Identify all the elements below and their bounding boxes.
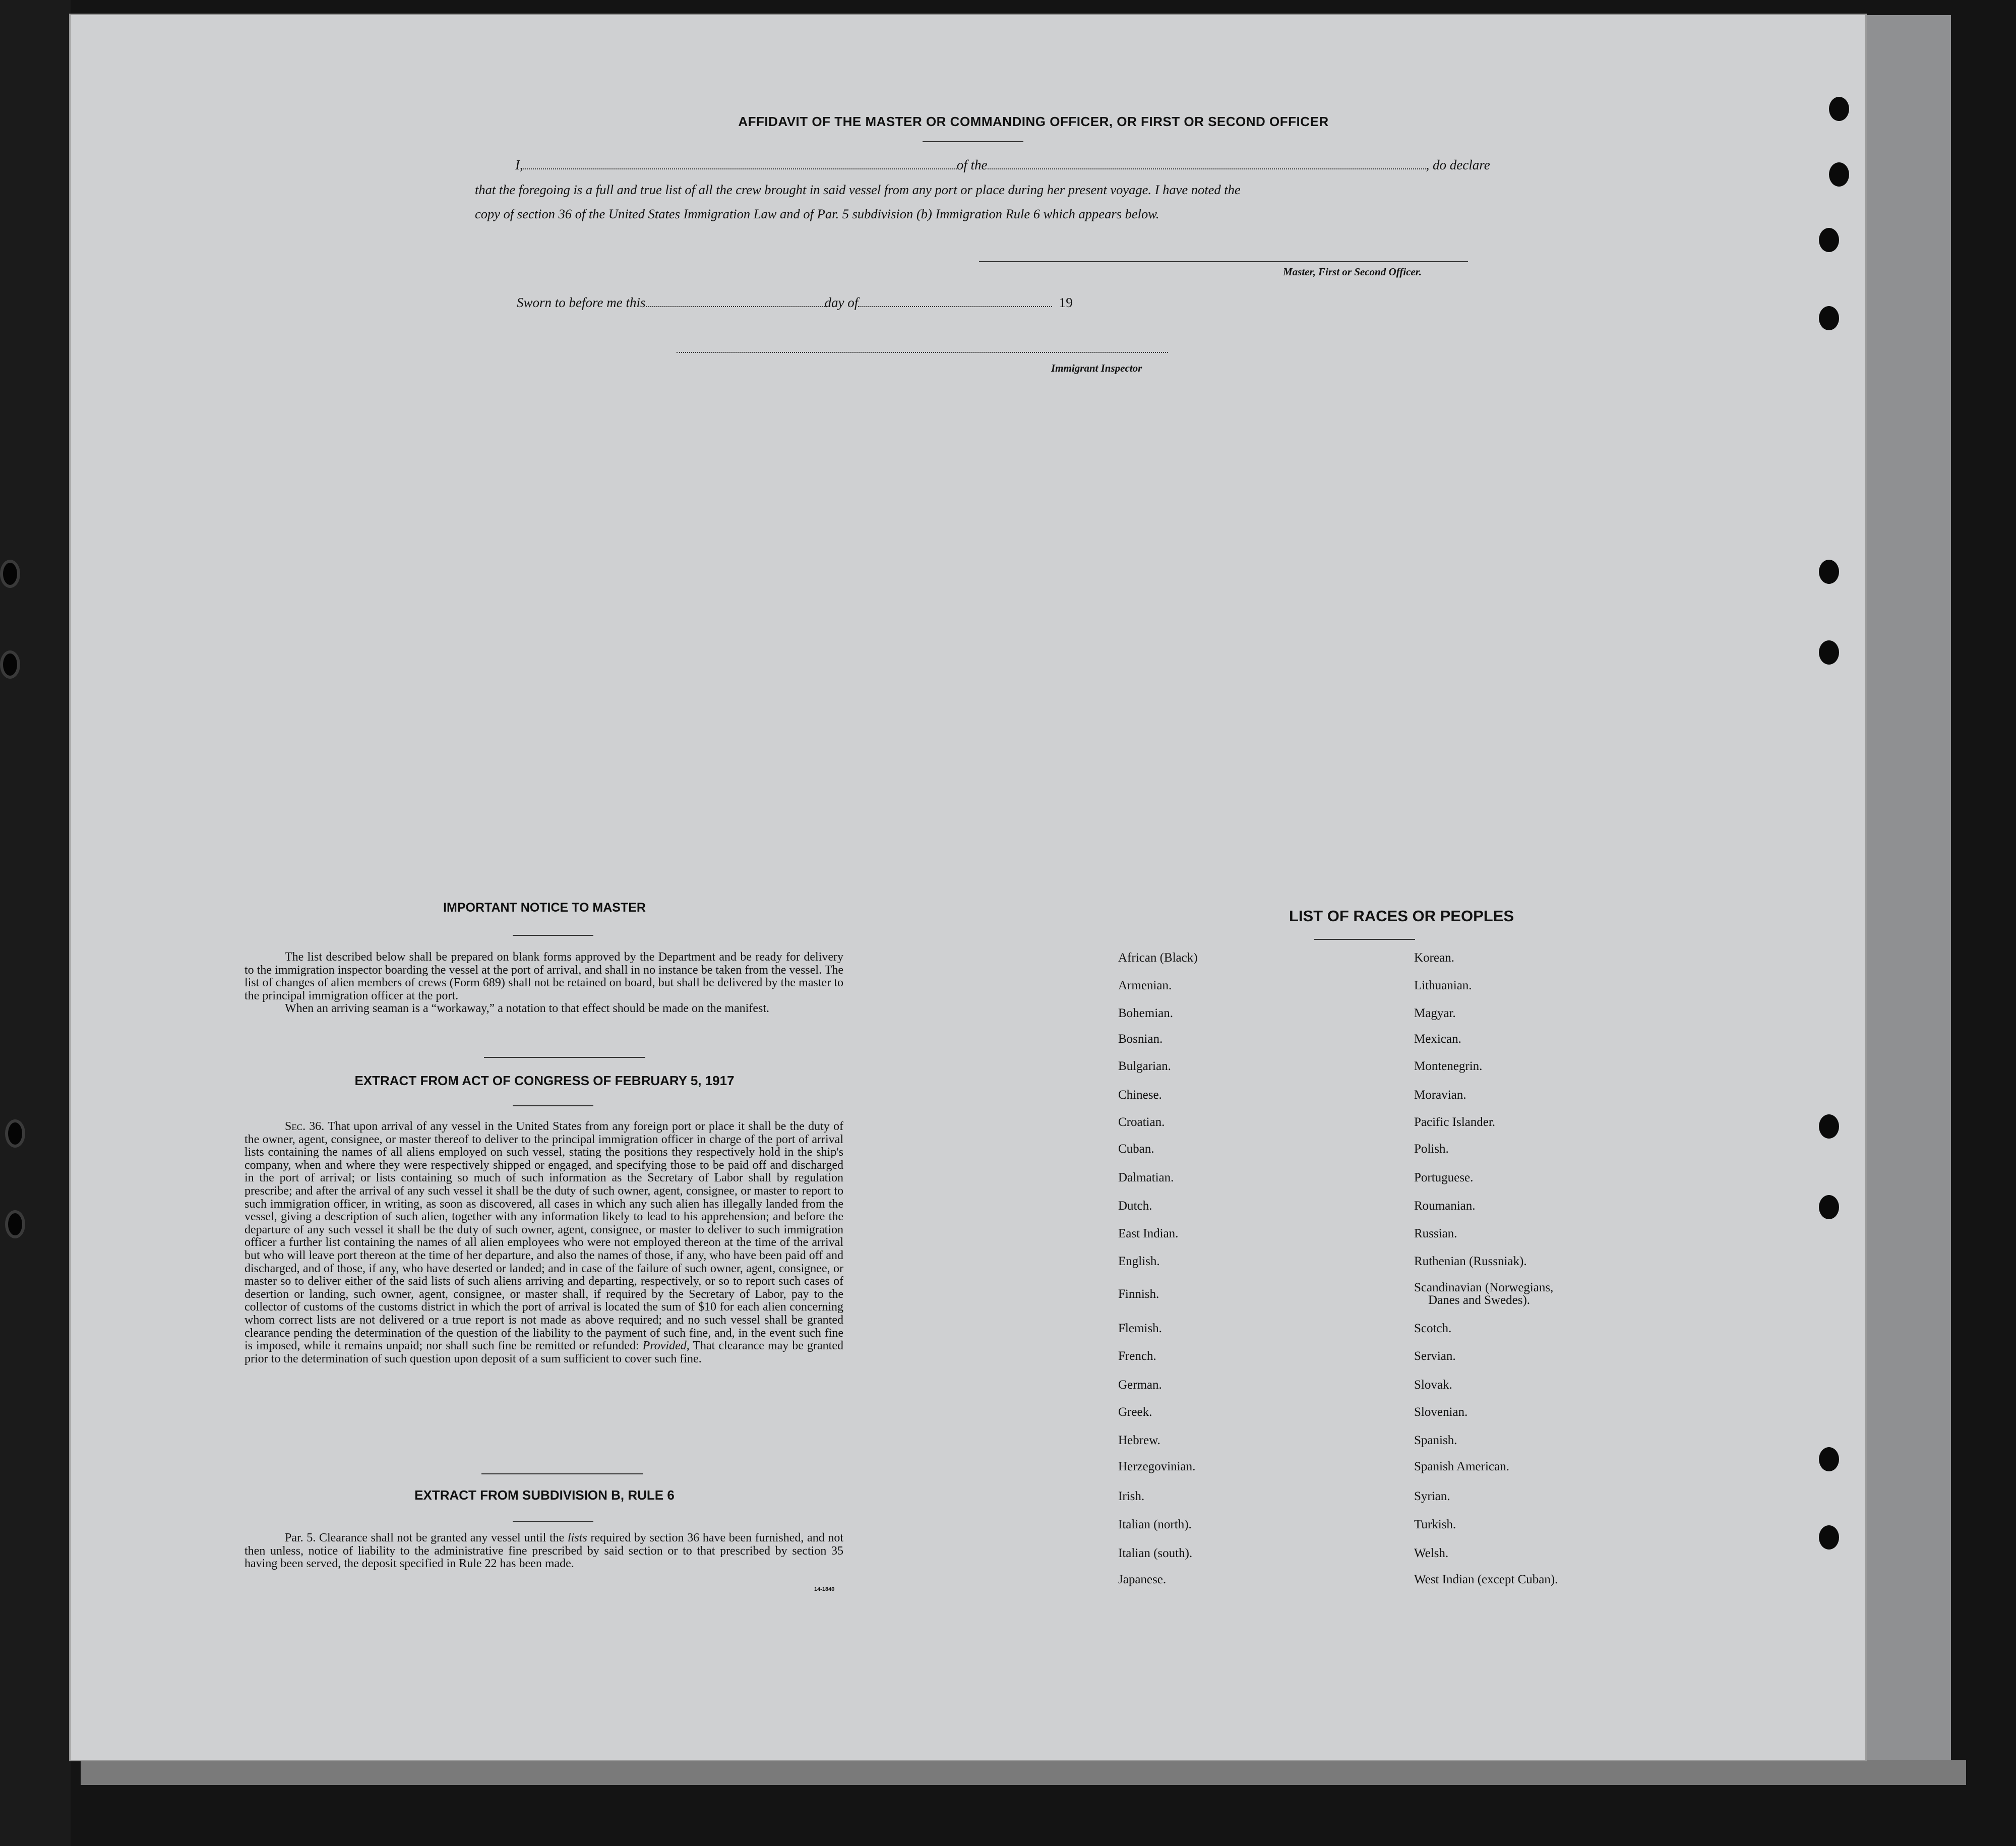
race-item: Hebrew. <box>1118 1434 1160 1447</box>
race-item: Bosnian. <box>1118 1032 1163 1046</box>
master-signature-line[interactable] <box>979 261 1468 262</box>
day-of-label: day of <box>824 295 859 310</box>
race-item: Turkish. <box>1414 1518 1456 1531</box>
affidavit-title-rule <box>923 141 1023 142</box>
race-item: English. <box>1118 1255 1160 1268</box>
affidavit-line-1 <box>515 157 1490 173</box>
page-stack-bottom <box>81 1760 1966 1785</box>
rule-6-paragraph <box>245 1532 843 1571</box>
race-item: Russian. <box>1414 1227 1457 1240</box>
race-item: Armenian. <box>1118 979 1172 992</box>
binder-ring-hole <box>0 560 20 588</box>
race-item: Italian (south). <box>1118 1546 1193 1560</box>
race-item: Danes and Swedes). <box>1428 1293 1531 1307</box>
master-name-field[interactable] <box>523 164 957 169</box>
race-item: Ruthenian (Russniak). <box>1414 1255 1527 1268</box>
section-36-text-end: That clearance may be granted prior to the determination of such question upon deposit of a sum sufficient to cover such fine. <box>245 1339 843 1365</box>
affidavit-title: AFFIDAVIT OF THE MASTER OR COMMANDING OFFICER, OR FIRST OR SECOND OFFICER <box>738 114 1329 129</box>
sworn-line <box>517 295 1073 311</box>
extract-act-title-rule <box>513 1105 593 1106</box>
race-item: Lithuanian. <box>1414 979 1472 992</box>
notice-title: IMPORTANT NOTICE TO MASTER <box>443 901 646 915</box>
master-signature-caption: Master, First or Second Officer. <box>1283 266 1422 278</box>
punch-hole <box>1819 1447 1839 1471</box>
affidavit-do-declare: , do declare <box>1426 157 1490 172</box>
form-number: 14-1840 <box>814 1586 835 1592</box>
binder-ring-hole <box>0 650 20 679</box>
race-item: Japanese. <box>1118 1573 1167 1586</box>
sworn-prefix: Sworn to before me this <box>517 295 646 310</box>
affidavit-i: I, <box>515 157 523 172</box>
race-item: Bulgarian. <box>1118 1059 1171 1073</box>
binder-strip <box>0 0 71 1846</box>
sworn-month-field[interactable] <box>858 302 1052 307</box>
inspector-signature-caption: Immigrant Inspector <box>1051 362 1142 374</box>
race-item: Chinese. <box>1118 1088 1162 1102</box>
extract-act-section-rule <box>481 1473 643 1474</box>
races-title-rule <box>1314 939 1415 940</box>
race-item: African (Black) <box>1118 951 1198 965</box>
race-item: East Indian. <box>1118 1227 1179 1240</box>
race-item: Slovenian. <box>1414 1405 1468 1419</box>
affidavit-of-the: of the <box>956 157 988 172</box>
section-36-paragraph <box>245 1120 843 1365</box>
notice-title-rule <box>513 935 593 936</box>
extract-rule-text <box>245 1532 843 1571</box>
race-item: Greek. <box>1118 1405 1152 1419</box>
punch-hole <box>1819 640 1839 665</box>
section-label: Sec. 36. <box>285 1120 325 1133</box>
race-item: Mexican. <box>1414 1032 1461 1046</box>
affidavit-line-3: copy of section 36 of the United States Immigration Law and of Par. 5 subdivision (b) Immigration Rule 6 which appears below. <box>475 206 1159 221</box>
race-item: Pacific Islander. <box>1414 1115 1496 1129</box>
inspector-signature-line[interactable] <box>677 352 1168 353</box>
punch-hole <box>1819 560 1839 584</box>
race-item: Portuguese. <box>1414 1171 1474 1184</box>
provided-word: Provided, <box>642 1339 690 1353</box>
race-item: Roumanian. <box>1414 1199 1476 1213</box>
notice-paragraph-1: The list described below shall be prepared on blank forms approved by the Department and be ready for delivery to the immigration inspector boarding the vessel at the port of arrival, and shall in no instance be taken from the vessel. The list of changes of alien members of crews (Form 689) shall not be retained on board, but shall be delivered by the master to the principal immigration officer at the port. <box>245 950 843 1002</box>
race-item: Finnish. <box>1118 1287 1159 1301</box>
race-item: Polish. <box>1414 1142 1449 1156</box>
notice-paragraph-2: When an arriving seaman is a “workaway,” a notation to that effect should be made on the manifest. <box>285 1002 769 1016</box>
race-item: Irish. <box>1118 1490 1145 1503</box>
race-item: German. <box>1118 1378 1162 1392</box>
race-item: Slovak. <box>1414 1378 1452 1392</box>
race-item: French. <box>1118 1349 1156 1363</box>
page-stack-edge <box>1865 15 1951 1765</box>
binder-ring-hole <box>5 1119 25 1148</box>
race-item: Scotch. <box>1414 1322 1452 1335</box>
race-item: Korean. <box>1414 951 1454 965</box>
race-item: Scandinavian (Norwegians, <box>1414 1281 1554 1294</box>
punch-hole <box>1819 1195 1839 1219</box>
notice-text <box>245 951 843 1016</box>
vessel-name-field[interactable] <box>988 164 1426 169</box>
race-item: Dalmatian. <box>1118 1171 1174 1184</box>
race-item: Flemish. <box>1118 1322 1162 1335</box>
binder-ring-hole <box>5 1210 25 1238</box>
race-item: Servian. <box>1414 1349 1456 1363</box>
punch-hole <box>1819 1114 1839 1139</box>
race-item: Dutch. <box>1118 1199 1152 1213</box>
punch-hole <box>1829 162 1849 187</box>
rule-6-text-end: required by section 36 have been furnished, and not then unless, notice of liability to the administrative fine prescribed by said section or to that prescribed by section 35 having been served, the deposit specified in Rule 22 has been made. <box>245 1531 844 1571</box>
punch-hole <box>1829 97 1849 121</box>
race-item: Herzegovinian. <box>1118 1460 1196 1473</box>
notice-section-rule <box>484 1057 645 1058</box>
sworn-day-field[interactable] <box>646 302 825 307</box>
race-item: West Indian (except Cuban). <box>1414 1573 1558 1586</box>
race-item: Spanish. <box>1414 1434 1457 1447</box>
race-item: Spanish American. <box>1414 1460 1509 1473</box>
punch-hole <box>1819 306 1839 330</box>
race-item: Magyar. <box>1414 1006 1456 1020</box>
year-prefix: 19 <box>1059 295 1073 310</box>
race-item: Moravian. <box>1414 1088 1467 1102</box>
extract-act-text <box>245 1120 843 1365</box>
race-item: Bohemian. <box>1118 1006 1174 1020</box>
punch-hole <box>1819 228 1839 252</box>
race-item: Italian (north). <box>1118 1518 1192 1531</box>
race-item: Montenegrin. <box>1414 1059 1483 1073</box>
section-36-text: That upon arrival of any vessel in the United States from any foreign port or place it shall be the duty of the owner, agent, consignee, or master thereof to deliver to the principal immigration officer in charge of the port of arrival lists containing the names of all aliens employed on such vessel, stating the positions they respectively hold in the ship's company, when and where they were respectively shipped or engaged, and specifying those to be paid off and discharged in the port of arrival; or lists containing so much of such information as the Secretary of Labor shall by regulation prescribe; and after the arrival of any such vessel it shall be the duty of such owner, agent, consignee, or master to report to such immigration officer, in writing, as soon as discovered, all cases in which any such alien has illegally landed from the vessel, giving a description of such alien, together with any information likely to lead to his apprehension; and before the departure of any such vessel it shall be the duty of such owner, agent, consignee, or master to deliver to such immigration officer a further list containing the names of all alien employees who were not employed thereon at the time of the arrival but who will leave port thereon at the time of her departure, and also the names of those, if any, who have been paid off and discharged, and of those, if any, who have deserted or landed; and in case of the failure of such owner, agent, consignee, or master so to deliver either of the said lists of such aliens arriving and departing, respectively, or so to report such cases of desertion or landing, such owner, agent, consignee, or master shall, if required by the Secretary of Labor, pay to the collector of customs of the customs district in which the port of arrival is located the sum of $10 for each alien concerning whom correct lists are not delivered or a true report is not made as above required; and no such vessel shall be granted clearance pending the determination of the question of the liability to the payment of such fine, and, in the event such fine is imposed, while it remains unpaid; nor shall such fine be remitted or refunded: <box>245 1120 843 1353</box>
race-item: Cuban. <box>1118 1142 1154 1156</box>
punch-hole <box>1819 1525 1839 1550</box>
races-title: LIST OF RACES OR PEOPLES <box>1289 907 1514 925</box>
lists-word: lists <box>567 1531 587 1544</box>
race-item: Welsh. <box>1414 1546 1449 1560</box>
extract-rule-title-rule <box>513 1521 593 1522</box>
rule-6-text: Par. 5. Clearance shall not be granted any vessel until the <box>285 1531 565 1544</box>
extract-act-title: EXTRACT FROM ACT OF CONGRESS OF FEBRUARY 5, 1917 <box>354 1073 735 1088</box>
race-item: Croatian. <box>1118 1115 1165 1129</box>
race-item: Syrian. <box>1414 1490 1450 1503</box>
affidavit-line-2: that the foregoing is a full and true list of all the crew brought in said vessel from any port or place during her present voyage. I have noted the <box>475 182 1241 197</box>
extract-rule-title: EXTRACT FROM SUBDIVISION B, RULE 6 <box>414 1487 675 1503</box>
